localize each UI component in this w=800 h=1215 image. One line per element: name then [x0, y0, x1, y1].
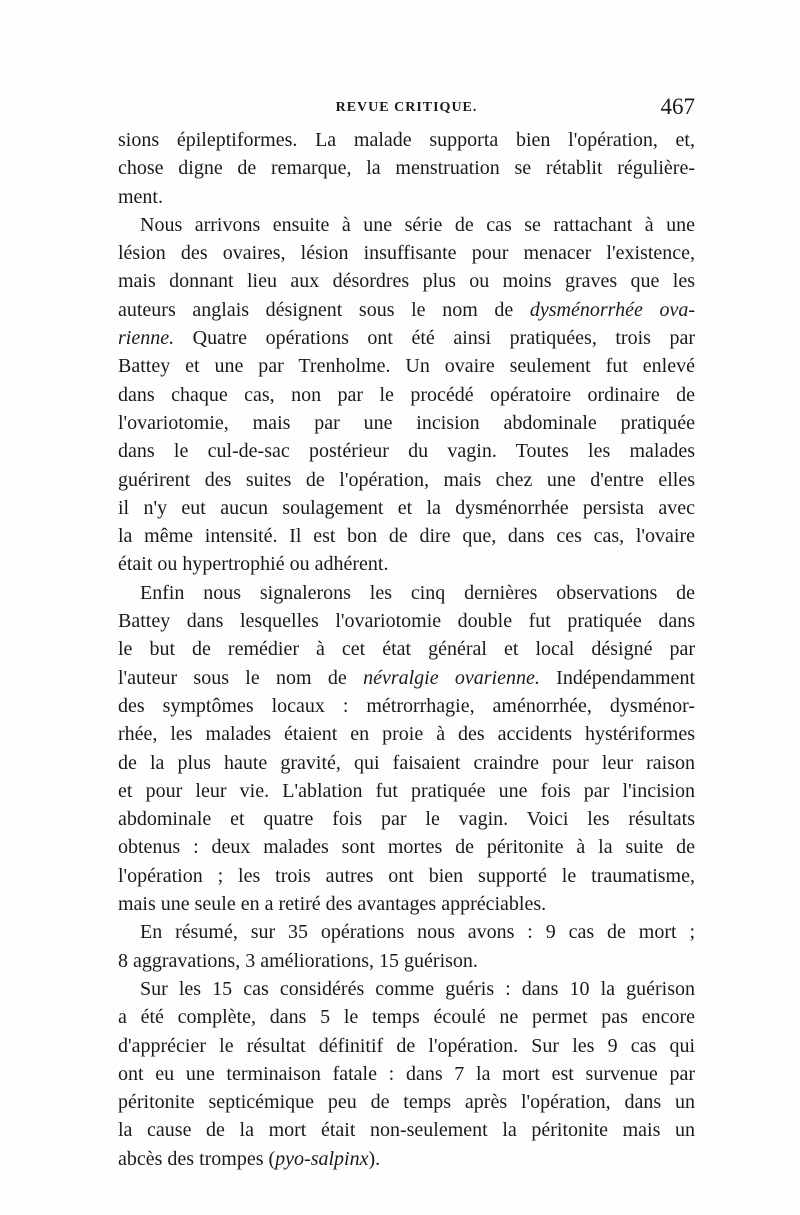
text-segment: a été complète, dans 5 le temps écoulé ne permet pas encore	[118, 1006, 695, 1029]
text-segment: auteurs anglais désignent sous le nom de	[118, 298, 530, 321]
text-line	[118, 720, 695, 748]
text-line	[118, 1116, 695, 1144]
text-line	[118, 579, 695, 607]
text-segment: ).	[368, 1147, 381, 1170]
text-segment: guérirent des suites de l'opération, mais chez une d'entre elles	[118, 468, 695, 491]
text-line	[118, 862, 695, 890]
text-segment: lésion des ovaires, lésion insuffisante pour menacer l'existence,	[118, 242, 695, 265]
text-segment: était ou hypertrophié ou adhérent.	[118, 553, 389, 576]
text-segment: obtenus : deux malades sont mortes de péritonite à la suite de	[118, 836, 695, 859]
text-line	[118, 267, 695, 295]
text-segment: Battey et une par Trenholme. Un ovaire seulement fut enlevé	[118, 355, 695, 378]
text-line	[118, 1145, 695, 1173]
text-segment: sions épileptiformes. La malade supporta bien l'opération, et,	[118, 129, 695, 151]
text-line	[118, 183, 695, 211]
italic-term: dysménorrhée ova-	[529, 298, 695, 321]
text-line	[118, 1088, 695, 1116]
text-segment: Nous arrivons ensuite à une série de cas se rattachant à une	[140, 213, 695, 236]
text-line	[118, 522, 695, 550]
text-line	[118, 635, 695, 663]
text-line	[118, 296, 695, 324]
text-segment: et pour leur vie. L'ablation fut pratiquée une fois par l'incision	[118, 779, 695, 802]
text-line	[118, 437, 695, 465]
page-header	[118, 96, 695, 126]
text-segment: Enfin nous signalerons les cinq dernières observations de	[140, 581, 695, 604]
text-line	[118, 211, 695, 239]
text-line	[118, 466, 695, 494]
text-segment: dans le cul-de-sac postérieur du vagin. Toutes les malades	[118, 440, 695, 463]
page-number: 467	[660, 94, 695, 119]
text-line	[118, 607, 695, 635]
text-segment: Indépendamment	[539, 666, 695, 689]
text-line	[118, 494, 695, 522]
text-line	[118, 777, 695, 805]
text-line	[118, 749, 695, 777]
text-segment: l'ovariotomie, mais par une incision abdominale pratiquée	[118, 411, 695, 434]
italic-term: névralgie ovarienne.	[363, 666, 540, 689]
text-line	[118, 352, 695, 380]
text-line	[118, 918, 695, 946]
text-line	[118, 1032, 695, 1060]
text-segment: Quatre opérations ont été ainsi pratiquées, trois par	[174, 327, 695, 350]
text-line	[118, 381, 695, 409]
text-segment: de la plus haute gravité, qui faisaient craindre pour leur raison	[118, 751, 695, 774]
text-segment: mais donnant lieu aux désordres plus ou moins graves que les	[118, 270, 695, 293]
text-segment: Battey dans lesquelles l'ovariotomie double fut pratiquée dans	[118, 610, 695, 633]
text-line	[118, 1060, 695, 1088]
text-segment: dans chaque cas, non par le procédé opératoire ordinaire de	[118, 383, 695, 406]
text-segment: il n'y eut aucun soulagement et la dysménorrhée persista avec	[118, 496, 695, 519]
text-segment: abcès des trompes (	[118, 1147, 276, 1170]
text-line	[118, 154, 695, 182]
text-segment: ont eu une terminaison fatale : dans 7 la mort est survenue par	[118, 1062, 695, 1085]
text-line	[118, 664, 695, 692]
italic-term: rienne.	[118, 327, 175, 350]
text-segment: le but de remédier à cet état général et local désigné par	[118, 638, 695, 661]
text-line	[118, 239, 695, 267]
text-line	[118, 692, 695, 720]
italic-term: pyo-salpinx	[275, 1147, 369, 1170]
text-segment: mais une seule en a retiré des avantages appréciables.	[118, 893, 547, 916]
text-segment: des symptômes locaux : métrorrhagie, aménorrhée, dysménor-	[118, 694, 695, 717]
text-segment: En résumé, sur 35 opérations nous avons : 9 cas de mort ;	[140, 921, 695, 944]
text-segment: ment.	[118, 185, 163, 208]
body-text	[118, 126, 695, 1173]
text-line	[118, 550, 695, 578]
text-segment: d'apprécier le résultat définitif de l'opération. Sur les 9 cas qui	[118, 1034, 695, 1057]
text-line	[118, 890, 695, 918]
text-line	[118, 805, 695, 833]
text-segment: l'opération ; les trois autres ont bien supporté le traumatisme,	[118, 864, 695, 887]
text-segment: abdominale et quatre fois par le vagin. Voici les résultats	[118, 808, 695, 831]
text-segment: la même intensité. Il est bon de dire que, dans ces cas, l'ovaire	[118, 525, 695, 548]
text-line	[118, 1003, 695, 1031]
text-segment: la cause de la mort était non-seulement la péritonite mais un	[118, 1119, 695, 1142]
text-segment: rhée, les malades étaient en proie à des accidents hystériformes	[118, 723, 695, 746]
text-line	[118, 409, 695, 437]
running-head: REVUE CRITIQUE.	[335, 100, 478, 115]
text-line	[118, 975, 695, 1003]
text-segment: péritonite septicémique peu de temps après l'opération, dans un	[118, 1091, 695, 1114]
text-segment: chose digne de remarque, la menstruation se rétablit régulière-	[118, 157, 695, 180]
text-line	[118, 324, 695, 352]
text-segment: 8 aggravations, 3 améliorations, 15 guérison.	[118, 949, 478, 972]
text-line	[118, 947, 695, 975]
text-line	[118, 126, 695, 154]
text-segment: Sur les 15 cas considérés comme guéris : dans 10 la guérison	[140, 977, 695, 1000]
text-segment: l'auteur sous le nom de	[118, 666, 364, 689]
text-line	[118, 833, 695, 861]
